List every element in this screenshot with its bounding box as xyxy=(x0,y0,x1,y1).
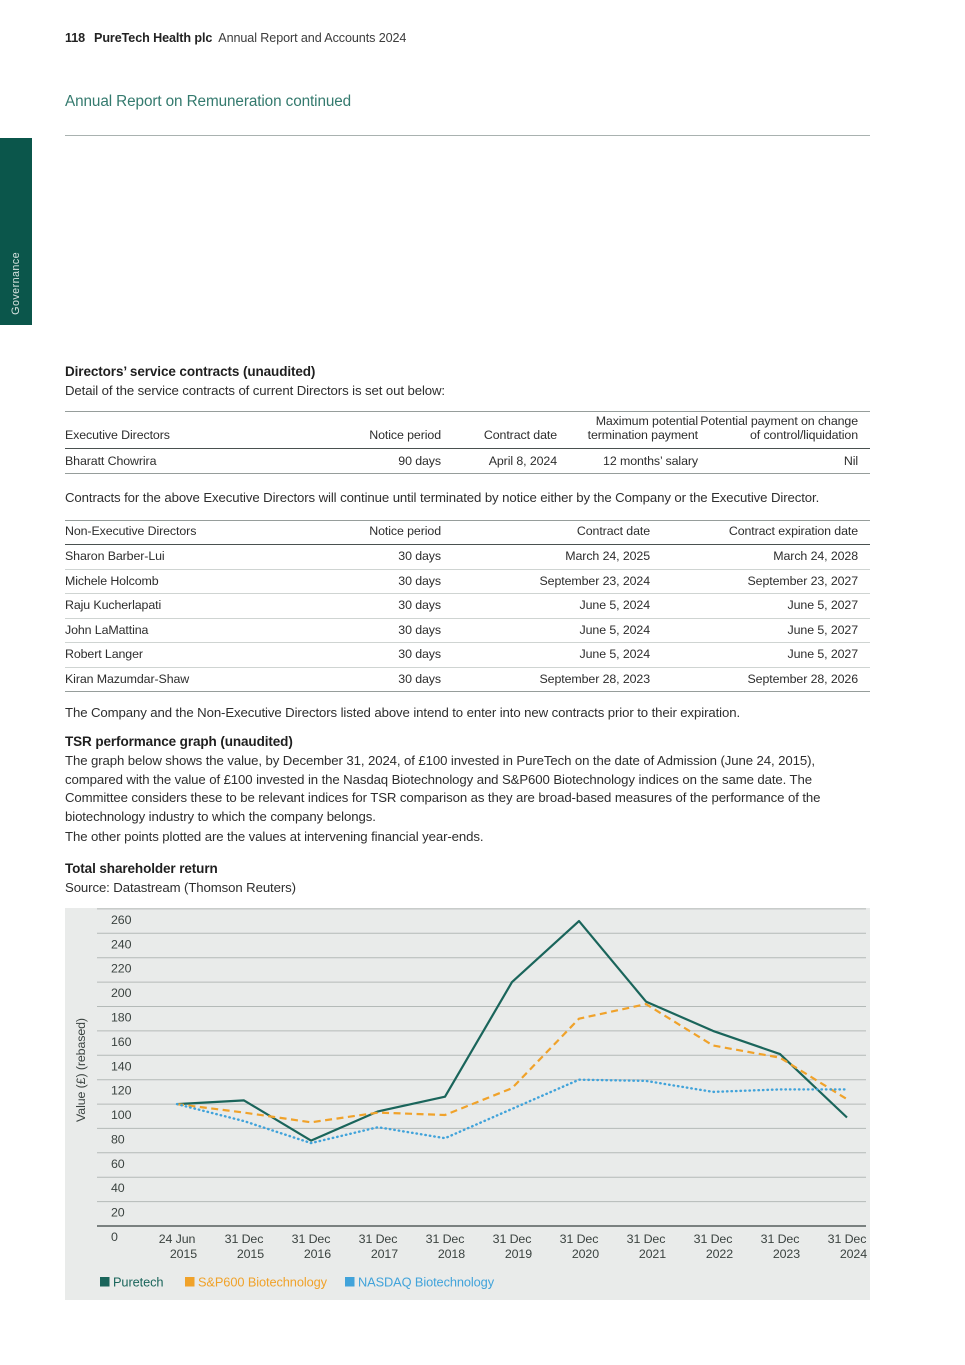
tsr-paragraph-1: The graph below shows the value, by December 31, 2024, of £100 invested in PureTech on the date of Admission (June 24, 2015), compared with the value of £100 invested in the Nasdaq Biotechnology and S&P600 Biotechnology indices on the same date. The Committee considers these to be relevant indices for TSR comparison as they are broad-based measures of the performance of the biotechnology industry to which the company belongs. xyxy=(65,753,821,824)
tsr-heading: TSR performance graph (unaudited) xyxy=(65,734,293,749)
svg-text:120: 120 xyxy=(111,1083,132,1098)
svg-text:S&P600 Biotechnology: S&P600 Biotechnology xyxy=(198,1274,327,1290)
table-row xyxy=(65,545,870,570)
column-header: Potential payment on change of control/liquidation xyxy=(700,413,858,443)
svg-text:2021: 2021 xyxy=(638,1247,666,1261)
table-cell: Bharatt Chowrira xyxy=(65,454,157,468)
table-row xyxy=(65,570,870,595)
table-cell: 90 days xyxy=(398,454,441,468)
table-cell: John LaMattina xyxy=(65,622,149,637)
table-cell: Raju Kucherlapati xyxy=(65,598,162,612)
table-cell: Robert Langer xyxy=(65,647,143,661)
svg-text:31 Dec: 31 Dec xyxy=(291,1232,331,1246)
table-cell: June 5, 2027 xyxy=(787,647,858,661)
svg-text:Puretech: Puretech xyxy=(113,1274,164,1290)
svg-text:2015: 2015 xyxy=(169,1247,197,1261)
section-heading: Annual Report on Remuneration continued xyxy=(65,93,352,110)
table-cell: Nil xyxy=(843,454,858,468)
column-header: Contract expiration date xyxy=(728,524,858,539)
table-cell: 30 days xyxy=(398,573,441,588)
non-executive-directors-table xyxy=(65,520,870,692)
column-header: Non-Executive Directors xyxy=(65,524,197,539)
table-cell: Michele Holcomb xyxy=(65,573,159,588)
svg-text:24 Jun: 24 Jun xyxy=(158,1232,196,1246)
svg-text:31 Dec: 31 Dec xyxy=(626,1232,666,1246)
table-cell: Sharon Barber-Lui xyxy=(65,549,165,563)
svg-text:2018: 2018 xyxy=(437,1247,465,1261)
table-cell: 30 days xyxy=(398,598,441,612)
heading-rule xyxy=(65,135,870,136)
svg-text:160: 160 xyxy=(111,1034,132,1049)
note-executive: Contracts for the above Executive Directors will continue until terminated by notice either by the Company or the Executive Director. xyxy=(65,490,820,505)
svg-text:260: 260 xyxy=(111,912,132,927)
table-row xyxy=(65,643,870,668)
tsr-paragraph-2: The other points plotted are the values at intervening financial year-ends. xyxy=(65,829,484,844)
svg-text:2020: 2020 xyxy=(571,1247,599,1261)
page-number: 118 xyxy=(65,31,86,45)
table-row xyxy=(65,619,870,644)
governance-tab-label: Governance xyxy=(10,252,22,315)
svg-text:31 Dec: 31 Dec xyxy=(425,1232,465,1246)
svg-text:40: 40 xyxy=(111,1181,125,1196)
svg-text:31 Dec: 31 Dec xyxy=(492,1232,532,1246)
svg-text:2022: 2022 xyxy=(705,1247,733,1261)
note-non-executive: The Company and the Non-Executive Directors listed above intend to enter into new contracts prior to their expiration. xyxy=(65,705,741,720)
table-cell: April 8, 2024 xyxy=(488,454,557,468)
chart-title: Total shareholder return xyxy=(65,861,218,876)
svg-text:NASDAQ Biotechnology: NASDAQ Biotechnology xyxy=(358,1274,494,1290)
table-cell: September 23, 2027 xyxy=(747,573,858,588)
tsr-line-chart xyxy=(65,908,870,1300)
table-cell: 30 days xyxy=(398,622,441,637)
svg-text:31 Dec: 31 Dec xyxy=(559,1232,599,1246)
table-cell: September 28, 2026 xyxy=(747,671,858,686)
page-header xyxy=(65,31,870,45)
table-cell: June 5, 2027 xyxy=(787,598,858,612)
svg-text:2017: 2017 xyxy=(370,1247,398,1261)
table-cell: September 28, 2023 xyxy=(539,671,650,686)
table-row xyxy=(65,449,870,474)
column-header: Contract date xyxy=(483,428,557,443)
svg-text:180: 180 xyxy=(111,1010,132,1025)
svg-text:60: 60 xyxy=(111,1156,125,1171)
svg-text:220: 220 xyxy=(111,961,132,976)
svg-text:140: 140 xyxy=(111,1059,132,1074)
svg-text:31 Dec: 31 Dec xyxy=(827,1232,867,1246)
contracts-intro: Detail of the service contracts of current Directors is set out below: xyxy=(65,383,445,398)
column-header: Contract date xyxy=(576,524,650,539)
table-row xyxy=(65,594,870,619)
svg-text:2024: 2024 xyxy=(839,1247,867,1261)
svg-text:2023: 2023 xyxy=(772,1247,800,1261)
svg-text:2015: 2015 xyxy=(236,1247,264,1261)
column-header: Maximum potential termination payment xyxy=(587,413,698,443)
table-cell: 12 months’ salary xyxy=(603,454,698,468)
table-cell: 30 days xyxy=(398,647,441,661)
column-header: Notice period xyxy=(369,524,441,539)
table-cell: March 24, 2028 xyxy=(773,549,858,563)
chart-source: Source: Datastream (Thomson Reuters) xyxy=(65,880,296,895)
table-cell: September 23, 2024 xyxy=(539,573,650,588)
column-header: Executive Directors xyxy=(65,428,170,443)
svg-text:Value (£) (rebased): Value (£) (rebased) xyxy=(74,1018,88,1122)
table-cell: 30 days xyxy=(398,549,441,563)
svg-text:0: 0 xyxy=(111,1230,118,1244)
table-row xyxy=(65,668,870,693)
column-header: Notice period xyxy=(369,428,441,443)
svg-text:80: 80 xyxy=(111,1132,125,1147)
report-name: Annual Report and Accounts 2024 xyxy=(218,31,407,45)
table-cell: Kiran Mazumdar-Shaw xyxy=(65,671,190,686)
svg-text:2016: 2016 xyxy=(303,1247,331,1261)
governance-tab xyxy=(0,138,32,325)
svg-text:2019: 2019 xyxy=(504,1247,532,1261)
svg-text:31 Dec: 31 Dec xyxy=(760,1232,800,1246)
table-cell: June 5, 2024 xyxy=(579,622,650,637)
directors-contracts-heading: Directors’ service contracts (unaudited) xyxy=(65,364,316,379)
table-cell: June 5, 2024 xyxy=(579,598,650,612)
svg-text:240: 240 xyxy=(111,937,132,952)
svg-text:31 Dec: 31 Dec xyxy=(224,1232,264,1246)
table-header-row xyxy=(65,521,870,545)
table-cell: 30 days xyxy=(398,671,441,686)
svg-text:100: 100 xyxy=(111,1108,132,1123)
svg-text:200: 200 xyxy=(111,986,132,1001)
svg-text:20: 20 xyxy=(111,1205,125,1220)
table-cell: June 5, 2024 xyxy=(579,647,650,661)
table-cell: March 24, 2025 xyxy=(565,549,650,563)
svg-text:31 Dec: 31 Dec xyxy=(358,1232,398,1246)
executive-directors-table xyxy=(65,411,870,474)
table-header-row xyxy=(65,412,870,449)
svg-text:31 Dec: 31 Dec xyxy=(693,1232,733,1246)
table-cell: June 5, 2027 xyxy=(787,622,858,637)
company-name: PureTech Health plc xyxy=(94,31,213,45)
